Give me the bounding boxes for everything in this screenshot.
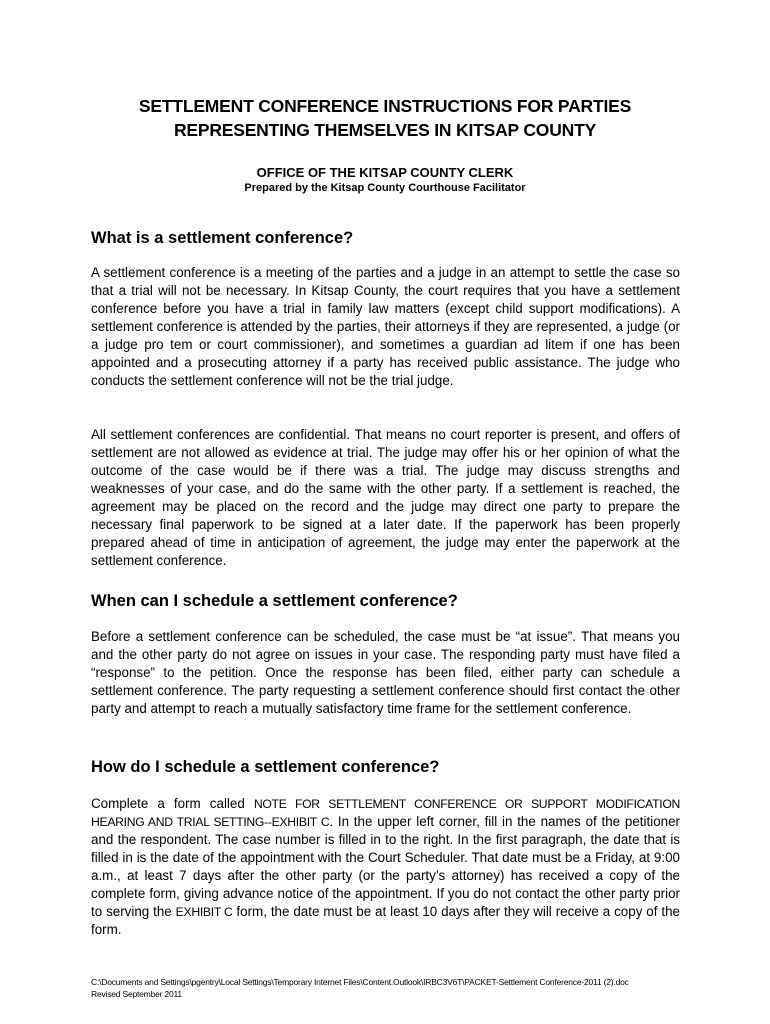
paragraph-how-middle: . In the upper left corner, fill in the names of the petitioner and the respondent. The case number is filled in to the right. In the first paragraph, the date that is filled in is the date of the appointment with the Court Scheduler. That date must be a Friday, at 9:00 a.m., at least 7 days after the other party (or the party’s attorney) has received a copy of the complete form, giving advance notice of the appointment. If you do not contact the other party prior to serving the [91,814,680,919]
paragraph-how-end: form, the date must be at least 10 days after they will receive a copy of the form. [91,904,680,937]
document-title-line-1: SETTLEMENT CONFERENCE INSTRUCTIONS FOR PARTIES [138,96,632,116]
footer-revised-date: Revised September 2011 [91,989,182,999]
footer-file-path: C:\Documents and Settings\pgentry\Local Settings\Temporary Internet Files\Content.Outlook\IRBC3V6T\PACKET-Settlement Conference-2011 (2).doc [91,977,629,987]
paragraph-when: Before a settlement conference can be scheduled, the case must be “at issue”. That means you and the other party do not agree on issues in your case. The responding party must have filed a “response” to the petition. Once the response has been filed, either party can schedule a settlement conference. The party requesting a settlement conference should first contact the other party and attempt to reach a mutually satisfactory time frame for the settlement conference. [91,629,680,716]
document-footer [91,976,629,1000]
paragraph-how [91,795,680,939]
office-heading: OFFICE OF THE KITSAP COUNTY CLERK [256,165,514,180]
paragraph-how-intro: Complete a form called [91,796,254,811]
paragraph-confidential: All settlement conferences are confidential. That means no court reporter is present, and offers of settlement are not allowed as evidence at trial. The judge may offer his or her opinion of what the outcome of the case would be if there was a trial. The judge may discuss strengths and weaknesses of your case, and do the same with the other party. If a settlement is reached, the agreement may be placed on the record and the judge may direct one party to prepare the necessary final paperwork to be signed at a later date. If the paperwork has been properly prepared ahead of time in anticipation of agreement, the judge may enter the paperwork at the settlement conference. [91,427,680,568]
section-heading-when: When can I schedule a settlement conference? [91,592,458,610]
exhibit-name: EXHIBIT C [175,905,233,919]
section-heading-what-is: What is a settlement conference? [91,229,354,247]
document-title-line-2: REPRESENTING THEMSELVES IN KITSAP COUNTY [173,120,597,140]
prepared-by-line: Prepared by the Kitsap County Courthouse Facilitator [244,182,526,194]
section-heading-how: How do I schedule a settlement conference? [91,758,440,776]
paragraph-what-is: A settlement conference is a meeting of the parties and a judge in an attempt to settle the case so that a trial will not be necessary. In Kitsap County, the court requires that you have a settlement conference before you have a trial in family law matters (except child support modifications). A settlement conference is attended by the parties, their attorneys if they are represented, a judge (or a judge pro tem or court commissioner), and sometimes a guardian ad litem if one has been appointed and a prosecuting attorney if a party has received public assistance. The judge who conducts the settlement conference will not be the trial judge. [91,265,680,388]
form-name: NOTE FOR SETTLEMENT CONFERENCE OR SUPPORT MODIFICATION HEARING AND TRIAL SETTING--EXHIBIT C [91,797,680,829]
